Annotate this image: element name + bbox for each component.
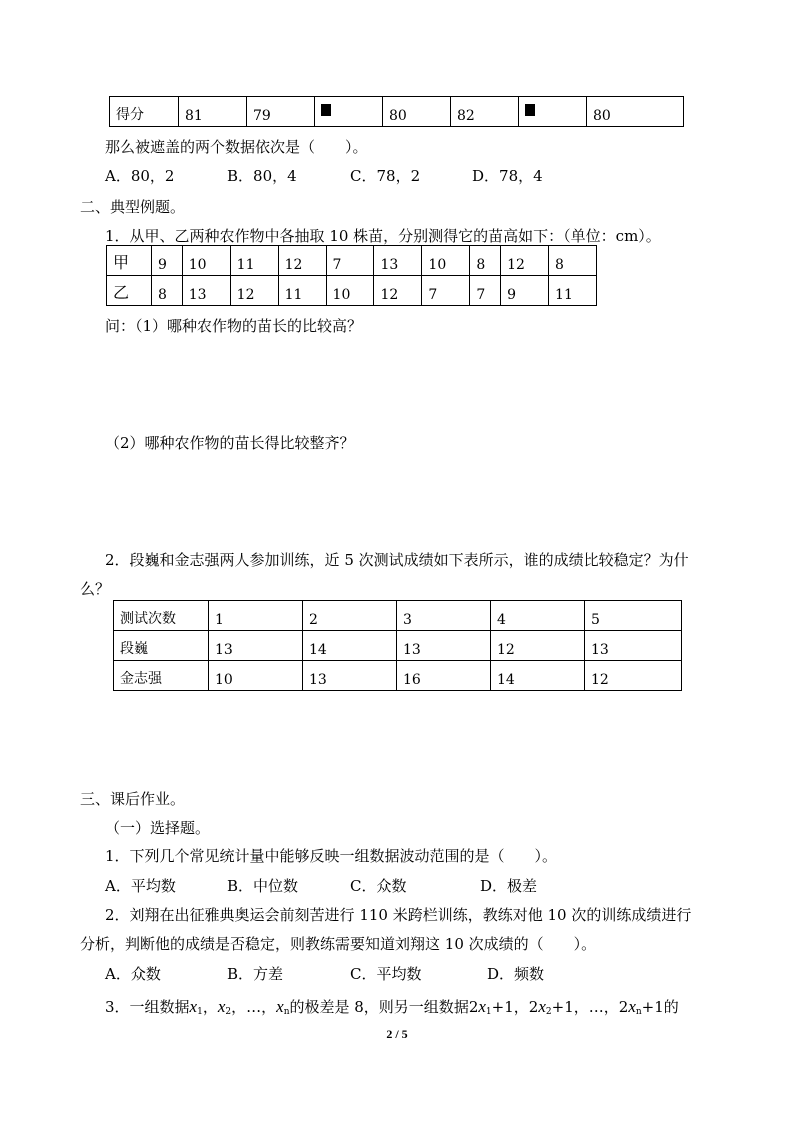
test-score-table	[113, 600, 682, 691]
table-cell: 4	[491, 601, 585, 631]
table-row-header: 得分	[110, 97, 179, 127]
table-row-header: 段巍	[114, 631, 209, 661]
table-cell: 11	[230, 246, 278, 276]
table-cell: 7	[326, 246, 374, 276]
option: C．78，2	[350, 167, 421, 185]
question-text: 1．下列几个常见统计量中能够反映一组数据波动范围的是（ ）。	[105, 847, 558, 865]
question-text: 那么被遮盖的两个数据依次是（ ）。	[105, 138, 368, 156]
example-text: 1．从甲、乙两种农作物中各抽取 10 株苗，分别测得它的苗高如下：（单位：cm）。	[105, 227, 661, 245]
example-text: 2．段巍和金志强两人参加训练，近 5 次测试成绩如下表所示，谁的成绩比较稳定？为什	[105, 551, 689, 569]
table-cell: 14	[491, 661, 585, 691]
table-cell: 13	[182, 276, 230, 306]
table-cell: 8	[470, 246, 501, 276]
table-cell: 8	[152, 276, 183, 306]
table-cell: 79	[247, 97, 315, 127]
table-cell: 14	[303, 631, 397, 661]
option: C．平均数	[350, 965, 422, 983]
table-cell: 9	[501, 276, 549, 306]
table-row	[107, 246, 597, 276]
table-cell: 12	[491, 631, 585, 661]
table-cell: 7	[422, 276, 470, 306]
table-cell: 2	[303, 601, 397, 631]
table-cell: 11	[549, 276, 597, 306]
option: D．频数	[487, 965, 545, 983]
cover-mark-icon	[525, 104, 535, 116]
table-row	[114, 601, 682, 631]
page-number: 2 / 5	[386, 1027, 408, 1041]
table-row	[107, 276, 597, 306]
table-cell: 3	[397, 601, 491, 631]
question-text: 3．一组数据$x_1$，$x_2$，…，$x_n$的极差是 8，则另一组数据$2x_1+1$，$2x_2+1$，…，$2x_n+1$的	[105, 997, 679, 1017]
table-cell: 12	[585, 661, 682, 691]
table-cell: 82	[451, 97, 519, 127]
table-cell: 12	[230, 276, 278, 306]
table-row-header: 金志强	[114, 661, 209, 691]
table-cell: 10	[209, 661, 303, 691]
table-row-header: 乙	[107, 276, 152, 306]
table-cell: 11	[278, 276, 326, 306]
table-row-header: 测试次数	[114, 601, 209, 631]
table-cell: 81	[179, 97, 247, 127]
table-cell: 1	[209, 601, 303, 631]
option: D．78，4	[472, 167, 543, 185]
table-cell: 10	[182, 246, 230, 276]
table-cell: 12	[278, 246, 326, 276]
hidden-cell	[315, 97, 383, 127]
option: B．中位数	[227, 877, 299, 895]
plant-height-table	[106, 245, 597, 306]
question-text: （2）哪种农作物的苗长得比较整齐？	[105, 434, 355, 452]
table-cell: 80	[587, 97, 684, 127]
question-text: 问：（1）哪种农作物的苗长的比较高？	[105, 317, 363, 335]
table-row	[110, 97, 684, 127]
example-text: 么？	[80, 580, 111, 598]
table-cell: 12	[374, 276, 422, 306]
option: A．80，2	[105, 167, 175, 185]
section-title: 二、典型例题。	[80, 198, 186, 216]
option: A．众数	[105, 965, 161, 983]
table-cell: 7	[470, 276, 501, 306]
table-cell: 13	[585, 631, 682, 661]
table-cell: 13	[303, 661, 397, 691]
table-row	[114, 631, 682, 661]
option: C．众数	[350, 877, 407, 895]
table-row	[114, 661, 682, 691]
table-cell: 8	[549, 246, 597, 276]
hidden-cell	[519, 97, 587, 127]
cover-mark-icon	[321, 104, 331, 116]
question-text: 分析，判断他的成绩是否稳定，则教练需要知道刘翔这 10 次成绩的（ ）。	[80, 935, 597, 953]
subsection-title: （一）选择题。	[105, 819, 211, 837]
table-cell: 13	[374, 246, 422, 276]
table-cell: 13	[209, 631, 303, 661]
table-cell: 12	[501, 246, 549, 276]
option: B．80，4	[227, 167, 297, 185]
option: B．方差	[227, 965, 284, 983]
option: A．平均数	[105, 877, 176, 895]
table-cell: 5	[585, 601, 682, 631]
section-title: 三、课后作业。	[80, 790, 186, 808]
question-text: 2．刘翔在出征雅典奥运会前刻苦进行 110 米跨栏训练，教练对他 10 次的训练成绩进行	[105, 906, 692, 924]
table-cell: 10	[422, 246, 470, 276]
table-cell: 10	[326, 276, 374, 306]
table-cell: 16	[397, 661, 491, 691]
table-cell: 9	[152, 246, 183, 276]
option: D．极差	[480, 877, 538, 895]
table-cell: 80	[383, 97, 451, 127]
score-table	[109, 96, 684, 127]
table-row-header: 甲	[107, 246, 152, 276]
table-cell: 13	[397, 631, 491, 661]
